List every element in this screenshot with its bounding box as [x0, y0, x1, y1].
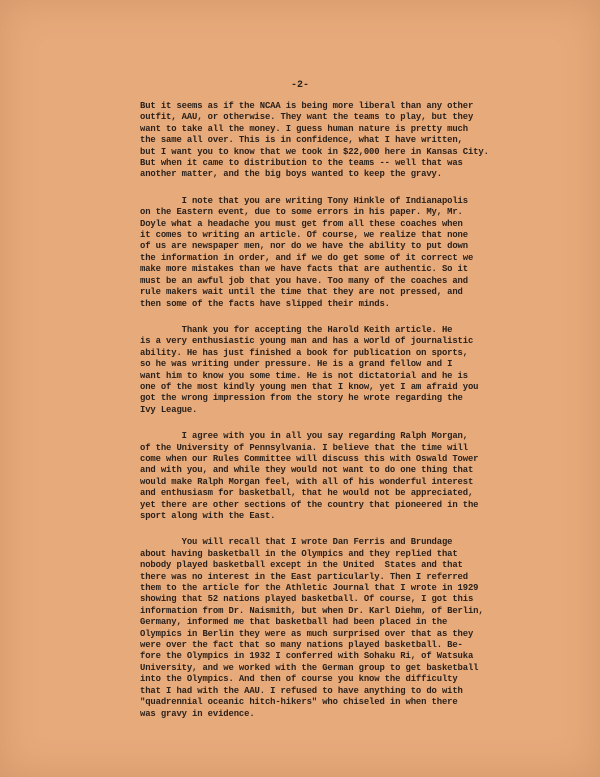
text-line: come when our Rules Committee will discuss this with Oswald Tower: [140, 453, 479, 464]
text-line: the same all over. This is in confidence, what I have written,: [140, 135, 463, 146]
text-line: must be an awful job that you have. Too many of the coaches and: [140, 275, 468, 286]
text-line: them to the article for the Athletic Journal that I wrote in 1929: [140, 583, 479, 594]
text-line: Olympics in Berlin they were as much surprised over that as they: [140, 628, 474, 639]
text-line: I agree with you in all you say regarding Ralph Morgan,: [140, 431, 468, 442]
text-line: one of the most kindly young men that I know, yet I am afraid you: [140, 381, 479, 392]
text-line: showing that 52 nations played basketball. Of course, I got this: [140, 594, 474, 605]
text-line: But when it came to distribution to the teams -- well that was: [140, 158, 463, 169]
text-line: ability. He has just finished a book for publication on sports,: [140, 347, 468, 358]
text-line: nobody played basketball except in the United States and that: [140, 560, 463, 571]
text-line: but I want you to know that we took in $22,000 here in Kansas City.: [140, 146, 489, 157]
text-line: then some of the facts have slipped their minds.: [140, 298, 390, 309]
text-line: was gravy in evidence.: [140, 708, 255, 719]
text-line: "quadrennial oceanic hitch-hikers" who chiseled in when there: [140, 697, 458, 708]
text-line: and enthusiasm for basketball, that he would not be appreciated,: [140, 488, 474, 499]
letter-body: [140, 101, 540, 735]
text-line: Germany, informed me that basketball had been placed in the: [140, 617, 448, 628]
text-line: information from Dr. Naismith, but when Dr. Karl Diehm, of Berlin,: [140, 605, 484, 616]
text-line: Thank you for accepting the Harold Keith article. He: [140, 324, 453, 335]
text-line: got the wrong impression from the story he wrote regarding the: [140, 393, 463, 404]
paragraph: [140, 431, 540, 522]
text-line: so he was writing under pressure. He is a grand fellow and I: [140, 359, 453, 370]
text-line: Doyle what a headache you must get from all these coaches when: [140, 218, 463, 229]
text-line: there was no interest in the East particularly. Then I referred: [140, 571, 468, 582]
text-line: the information in order, and if we do get some of it correct we: [140, 252, 474, 263]
paragraph: [140, 101, 540, 181]
text-line: it comes to writing an article. Of course, we realize that none: [140, 230, 468, 241]
text-line: another matter, and the big boys wanted to keep the gravy.: [140, 169, 442, 180]
text-line: were over the fact that so many nations played basketball. Be-: [140, 640, 463, 651]
text-line: about having basketball in the Olympics and they replied that: [140, 548, 458, 559]
page-number: -2-: [290, 80, 309, 91]
text-line: yet there are other sections of the country that pioneered in the: [140, 499, 479, 510]
text-line: sport along with the East.: [140, 511, 276, 521]
text-line: on the Eastern event, due to some errors in his paper. My, Mr.: [140, 207, 463, 218]
text-line: fore the Olympics in 1932 I conferred with Sohaku Ri, of Watsuka: [140, 651, 474, 662]
text-line: want him to know you some time. He is not dictatorial and he is: [140, 370, 468, 381]
text-line: Ivy League.: [140, 404, 198, 415]
text-line: would make Ralph Morgan feel, with all of his wonderful interest: [140, 476, 474, 487]
text-line: want to take all the money. I guess human nature is pretty much: [140, 123, 468, 134]
text-line: I note that you are writing Tony Hinkle of Indianapolis: [140, 195, 468, 206]
paragraph: [140, 537, 540, 720]
text-line: University, and we worked with the German group to get basketball: [140, 662, 479, 673]
text-line: of us are newspaper men, nor do we have the ability to put down: [140, 241, 468, 252]
text-line: into the Olympics. And then of course you know the difficulty: [140, 674, 458, 685]
text-line: make more mistakes than we have facts that are authentic. So it: [140, 264, 468, 275]
text-line: is a very enthusiastic young man and has a world of journalistic: [140, 336, 474, 347]
text-line: rule makers wait until the time that they are not pressed, and: [140, 287, 463, 298]
text-line: outfit, AAU, or otherwise. They want the teams to play, but they: [140, 112, 474, 123]
text-line: But it seems as if the NCAA is being more liberal than any other: [140, 101, 474, 111]
text-line: of the University of Pennsylvania. I believe that the time will: [140, 442, 468, 453]
paragraph: [140, 325, 540, 416]
text-line: You will recall that I wrote Dan Ferris and Brundage: [140, 537, 453, 548]
text-line: and with you, and while they would not want to do one thing that: [140, 465, 474, 476]
paragraph: [140, 196, 540, 310]
text-line: that I had with the AAU. I refused to have anything to do with: [140, 685, 463, 696]
